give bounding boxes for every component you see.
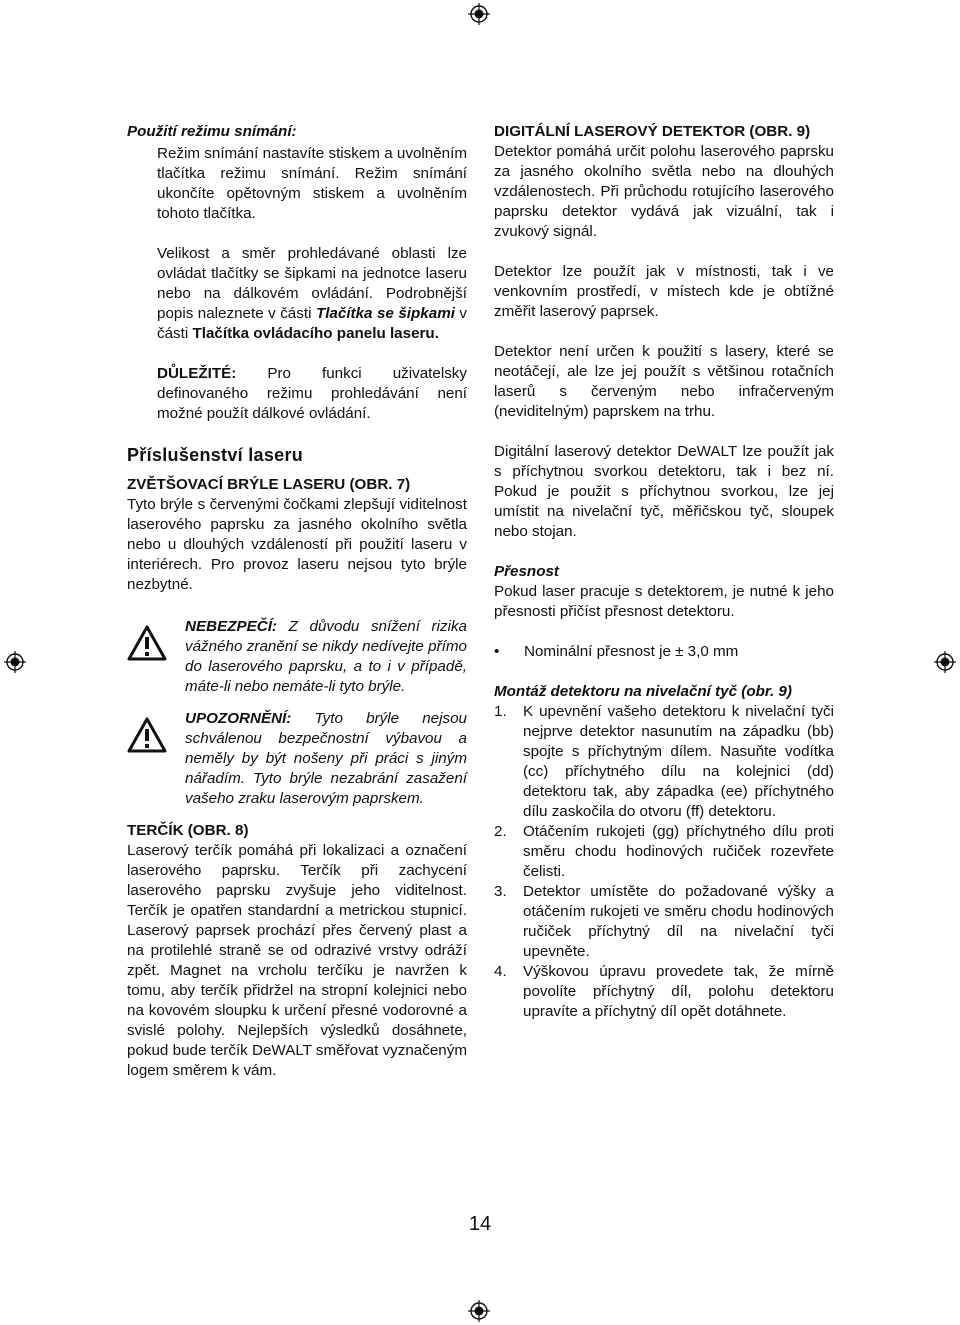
scan-area-paragraph: Velikost a směr prohledávané oblasti lze ovládat tlačítky se šipkami na jednotce laseru nebo na dálkovém ovládání. Podrobnější popis naleznete v části Tlačítka se šipkami v části Tlačítka ovládacího panelu laseru. xyxy=(157,245,467,342)
target-heading: TERČÍK (OBR. 8) xyxy=(127,822,249,839)
detector-paragraph-2: Detektor lze použít jak v místnosti, tak i ve venkovním prostředí, v místech kde je obtížné změřit laserový paprsek. xyxy=(494,263,834,320)
mount-heading: Montáž detektoru na nivelační tyč (obr. 9) xyxy=(494,683,792,700)
registration-mark-icon xyxy=(468,1300,490,1322)
warning-triangle-icon xyxy=(127,717,167,753)
list-item: 2. Otáčením rukojeti (gg) příchytného dílu proti směru chodu hodinových ručiček rozevřete čelisti. xyxy=(494,823,834,880)
bullet-mark: • xyxy=(494,643,500,660)
right-column xyxy=(494,122,834,1022)
detector-heading: DIGITÁLNÍ LASEROVÝ DETEKTOR (OBR. 9) xyxy=(494,123,811,140)
mount-steps-list xyxy=(494,702,834,1022)
registration-mark-icon xyxy=(468,3,490,25)
registration-mark-icon xyxy=(4,651,26,673)
accessories-heading: Příslušenství laseru xyxy=(127,445,304,465)
registration-mark-icon xyxy=(934,651,956,673)
glasses-heading: ZVĚTŠOVACÍ BRÝLE LASERU (OBR. 7) xyxy=(127,476,411,493)
list-item: 3. Detektor umístěte do požadované výšky a otáčením rukojeti ve směru chodu hodinových ručiček příchytný díl na nivelační tyči upevněte. xyxy=(494,883,834,960)
scan-mode-paragraph: Režim snímání nastavíte stiskem a uvolněním tlačítka režimu snímání. Režim snímání ukončíte opětovným stiskem a uvolněním tohoto tlačítka. xyxy=(157,145,467,222)
danger-label: NEBEZPEČÍ: xyxy=(185,618,277,635)
bullet-text: Nominální přesnost je ± 3,0 mm xyxy=(524,643,739,660)
caution-label: UPOZORNĚNÍ: xyxy=(185,710,292,727)
detector-paragraph-3: Detektor není určen k použití s lasery, které se neotáčejí, ale lze jej použít s většinou rotačních laserů s červeným nebo infračerveným (neviditelným) paprskem na trhu. xyxy=(494,343,834,420)
arrow-buttons-ref: Tlačítka se šipkami xyxy=(315,305,455,322)
list-item: 4. Výškovou úpravu provedete tak, že mírně povolíte příchytný díl, polohu detektoru upravíte a příchytný díl opět dotáhnete. xyxy=(494,963,834,1020)
list-item: 1. K upevnění vašeho detektoru k nivelační tyči nejprve detektor nasunutím na západku (bb) spojte s příchytným dílem. Nasuňte vodítka (cc) příchytného dílu na kolejnici (dd) detektoru tak, aby západka (ee) příchytného dílu zaskočila do otvoru (ff) detektoru. xyxy=(494,703,834,820)
accuracy-heading: Přesnost xyxy=(494,563,559,580)
target-paragraph: Laserový terčík pomáhá při lokalizaci a označení laserového paprsku. Terčík při zachycení laserového paprsku zvyšuje jeho viditelnost. Terčík je opatřen standardní a metrickou stupnicí. Laserový paprsek prochází přes červený plast a na protilehlé straně se od odrazivé vrstvy odráží zpět. Magnet na vrcholu terčíku je navržen k tomu, aby terčík přidržel na stropní kolejnici nebo na kovovém sloupku k určení přesné vodorovné a svislé polohy. Nejlepších výsledků dosáhnete, pokud bude terčík DeWALT směřovat vyznačeným logem směrem k vám. xyxy=(127,842,467,1079)
important-note: DŮLEŽITÉ: Pro funkci uživatelsky definovaného režimu prohledávání není možné použít dálkové ovládání. xyxy=(157,365,467,422)
danger-warning: NEBEZPEČÍ: Z důvodu snížení rizika vážného zranění se nikdy nedívejte přímo do laserového paprsku, a to i v případě, máte-li nebo nemáte-li tyto brýle. xyxy=(127,617,467,697)
accuracy-bullet xyxy=(494,642,834,662)
detector-paragraph-4: Digitální laserový detektor DeWALT lze použít jak s příchytnou svorkou detektoru, tak i bez ní. Pokud je použit s příchytnou svorkou, lze jej umístit na nivelační tyč, měřičskou tyč, sloupek nebo stojan. xyxy=(494,443,834,540)
control-panel-ref: Tlačítka ovládacího panelu laseru. xyxy=(192,325,439,342)
caution-warning: UPOZORNĚNÍ: Tyto brýle nejsou schválenou bezpečnostní výbavou a neměly by být nošeny při práci s jiným nářadím. Tyto brýle nezabrání zasažení vašeho zraku laserovým paprskem. xyxy=(127,709,467,809)
accuracy-paragraph: Pokud laser pracuje s detektorem, je nutné k jeho přesnosti přičíst přesnost detektoru. xyxy=(494,583,834,620)
page-number: 14 xyxy=(468,1213,492,1235)
scan-mode-heading: Použití režimu snímání: xyxy=(127,123,297,140)
warning-triangle-icon xyxy=(127,625,167,661)
detector-paragraph-1: Detektor pomáhá určit polohu laserového paprsku za jasného okolního světla nebo na dlouhých vzdálenostech. Při průchodu rotujícího laserového paprsku detektor vydává jak vizuální, tak i zvukový signál. xyxy=(494,143,834,240)
important-label: DŮLEŽITÉ: xyxy=(157,365,237,382)
left-column xyxy=(127,122,467,1081)
glasses-paragraph: Tyto brýle s červenými čočkami zlepšují viditelnost laserového paprsku za jasného okolního světla nebo u dlouhých vzdáleností při použití laseru v interiérech. Pro provoz laseru nejsou tyto brýle nezbytné. xyxy=(127,496,467,593)
